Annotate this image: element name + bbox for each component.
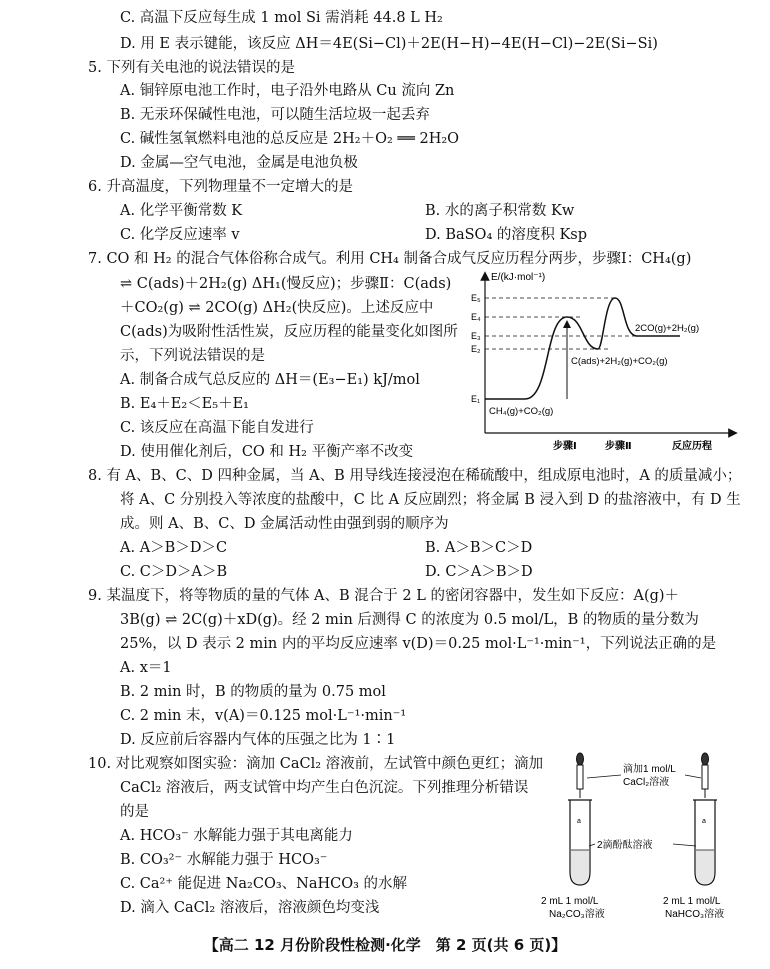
q10-stem-line3: 的是 — [120, 804, 149, 820]
q7-option-a: A. 制备合成气总反应的 ΔH＝(E₃−E₁) kJ/mol — [120, 372, 420, 388]
q7-option-c: C. 该反应在高温下能自发进行 — [120, 420, 314, 436]
q9-option-c: C. 2 min 末，v(A)＝0.125 mol·L⁻¹·min⁻¹ — [120, 708, 407, 724]
q8-stem-line2: 将 A、C 分别投入等浓度的盐酸中，C 比 A 反应剧烈；将金属 B 浸入到 D 的盐溶液中，有 D 生 — [120, 492, 741, 508]
left-tube-caption-line1: 2 mL 1 mol/L — [541, 896, 599, 907]
left-tube-mark: a — [577, 818, 581, 825]
q4-option-d: D. 用 E 表示键能，该反应 ΔH＝4E(Si−Cl)＋2E(H−H)−4E(H−Cl)−2E(Si−Si) — [120, 36, 658, 52]
q6-option-d: D. BaSO₄ 的溶度积 Ksp — [425, 227, 588, 243]
page-footer: 【高二 12 月份阶段性检测·化学 第 2 页(共 6 页)】 — [203, 936, 567, 954]
right-tube-mark: a — [702, 818, 706, 825]
step1-label: 步骤Ⅰ — [553, 441, 577, 452]
right-test-tube — [693, 800, 717, 885]
q9-option-a: A. x＝1 — [120, 660, 172, 676]
q8-option-c: C. C＞D＞A＞B — [120, 564, 228, 580]
q7-stem-line1: 7. CO 和 H₂ 的混合气体俗称合成气。利用 CH₄ 制备合成气反应历程分两步，步骤Ⅰ：CH₄(g) — [88, 251, 692, 267]
q7-stem-line5: 示，下列说法错误的是 — [120, 348, 265, 364]
q5-option-c: C. 碱性氢氧燃料电池的总反应是 2H₂＋O₂ ══ 2H₂O — [120, 131, 460, 147]
q7-stem-line3: ＋CO₂(g) ⇌ 2CO(g) ΔH₂(快反应)。上述反应中 — [120, 300, 434, 316]
indicator-pointer-right — [673, 844, 696, 846]
right-tube-caption-line1: 2 mL 1 mol/L — [663, 896, 721, 907]
q7-stem-line4: C(ads)为吸附性活性炭，反应历程的能量变化如图所 — [120, 324, 458, 340]
q4-option-c: C. 高温下反应每生成 1 mol Si 需消耗 44.8 L H₂ — [120, 10, 443, 26]
q10-option-d: D. 滴入 CaCl₂ 溶液后，溶液颜色均变浅 — [120, 900, 380, 916]
q5-option-a: A. 铜锌原电池工作时，电子沿外电路从 Cu 流向 Zn — [120, 83, 455, 99]
drop-pointer-right — [685, 775, 701, 778]
right-tube-caption-line2: NaHCO₃溶液 — [665, 909, 725, 920]
intermediate-label: C(ads)+2H₂(g)+CO₂(g) — [571, 356, 668, 367]
q8-option-d: D. C＞A＞B＞D — [425, 564, 533, 580]
level-label-e4: E₄ — [471, 312, 481, 322]
level-label-e5: E₅ — [471, 293, 481, 303]
q5-option-d: D. 金属—空气电池，金属是电池负极 — [120, 155, 358, 171]
q6-stem: 6. 升高温度，下列物理量不一定增大的是 — [88, 179, 353, 195]
q7-stem-line2: ⇌ C(ads)＋2H₂(g) ΔH₁(慢反应)；步骤Ⅱ：C(ads) — [120, 276, 452, 292]
q8-option-a: A. A＞B＞D＞C — [120, 540, 228, 556]
q5-stem: 5. 下列有关电池的说法错误的是 — [88, 60, 295, 76]
energy-curve — [485, 298, 680, 399]
q8-stem-line3: 成。则 A、B、C、D 金属活动性由强到弱的顺序为 — [120, 516, 449, 532]
q10-option-c: C. Ca²⁺ 能促进 Na₂CO₃、NaHCO₃ 的水解 — [120, 876, 408, 892]
q7-option-b: B. E₄＋E₂＜E₅＋E₁ — [120, 396, 249, 412]
q8-option-b: B. A＞B＞C＞D — [425, 540, 533, 556]
level-label-e1: E₁ — [471, 394, 481, 404]
q8-stem-line1: 8. 有 A、B、C、D 四种金属，当 A、B 用导线连接浸泡在稀硫酸中，组成原电池时，A 的质量减小； — [88, 468, 742, 484]
drop-label-line1: 滴加1 mol/L — [623, 764, 676, 775]
q6-option-b: B. 水的离子积常数 Kw — [425, 203, 575, 219]
drop-pointer-left — [587, 775, 621, 778]
indicator-label: 2滴酚酞溶液 — [597, 840, 653, 851]
q10-option-b: B. CO₃²⁻ 水解能力强于 HCO₃⁻ — [120, 852, 328, 868]
q6-option-a: A. 化学平衡常数 K — [120, 203, 243, 219]
y-axis-label: E/(kJ·mol⁻¹) — [491, 272, 546, 283]
level-label-e2: E₂ — [471, 344, 481, 354]
left-dropper-icon — [577, 753, 584, 798]
q5-option-b: B. 无汞环保碱性电池，可以随生活垃圾一起丢弃 — [120, 107, 430, 123]
test-tube-figure — [535, 750, 750, 922]
x-axis-label: 反应历程 — [672, 441, 712, 452]
energy-profile-diagram — [465, 268, 740, 454]
level-label-e3: E₃ — [471, 331, 481, 341]
q9-option-d: D. 反应前后容器内气体的压强之比为 1∶1 — [120, 732, 396, 748]
q10-option-a: A. HCO₃⁻ 水解能力强于其电离能力 — [120, 828, 353, 844]
q10-stem-line1: 10. 对比观察如图实验：滴加 CaCl₂ 溶液前，左试管中颜色更红；滴加 — [88, 756, 544, 772]
product-label: 2CO(g)+2H₂(g) — [635, 323, 700, 334]
drop-label-line2: CaCl₂溶液 — [623, 777, 670, 788]
q9-stem-line3: 25%，以 D 表示 2 min 内的平均反应速率 v(D)＝0.25 mol·L⁻¹·min⁻¹，下列说法正确的是 — [120, 636, 717, 652]
q10-stem-line2: CaCl₂ 溶液后，两支试管中均产生白色沉淀。下列推理分析错误 — [120, 780, 529, 796]
level-guides — [485, 298, 680, 399]
q9-option-b: B. 2 min 时，B 的物质的量为 0.75 mol — [120, 684, 386, 700]
q7-option-d: D. 使用催化剂后，CO 和 H₂ 平衡产率不改变 — [120, 444, 414, 460]
left-tube-caption-line2: Na₂CO₃溶液 — [549, 909, 605, 920]
q9-stem-line2: 3B(g) ⇌ 2C(g)＋xD(g)。经 2 min 后测得 C 的浓度为 0.5 mol/L，B 的物质的量分数为 — [120, 612, 699, 628]
reactant-label: CH₄(g)+CO₂(g) — [489, 406, 554, 417]
q9-stem-line1: 9. 某温度下，将等物质的量的气体 A、B 混合于 2 L 的密闭容器中，发生如下反应：A(g)＋ — [88, 588, 680, 604]
step2-label: 步骤Ⅱ — [605, 441, 632, 452]
right-dropper-icon — [702, 753, 709, 798]
q6-option-c: C. 化学反应速率 v — [120, 227, 240, 243]
left-test-tube — [568, 800, 592, 885]
